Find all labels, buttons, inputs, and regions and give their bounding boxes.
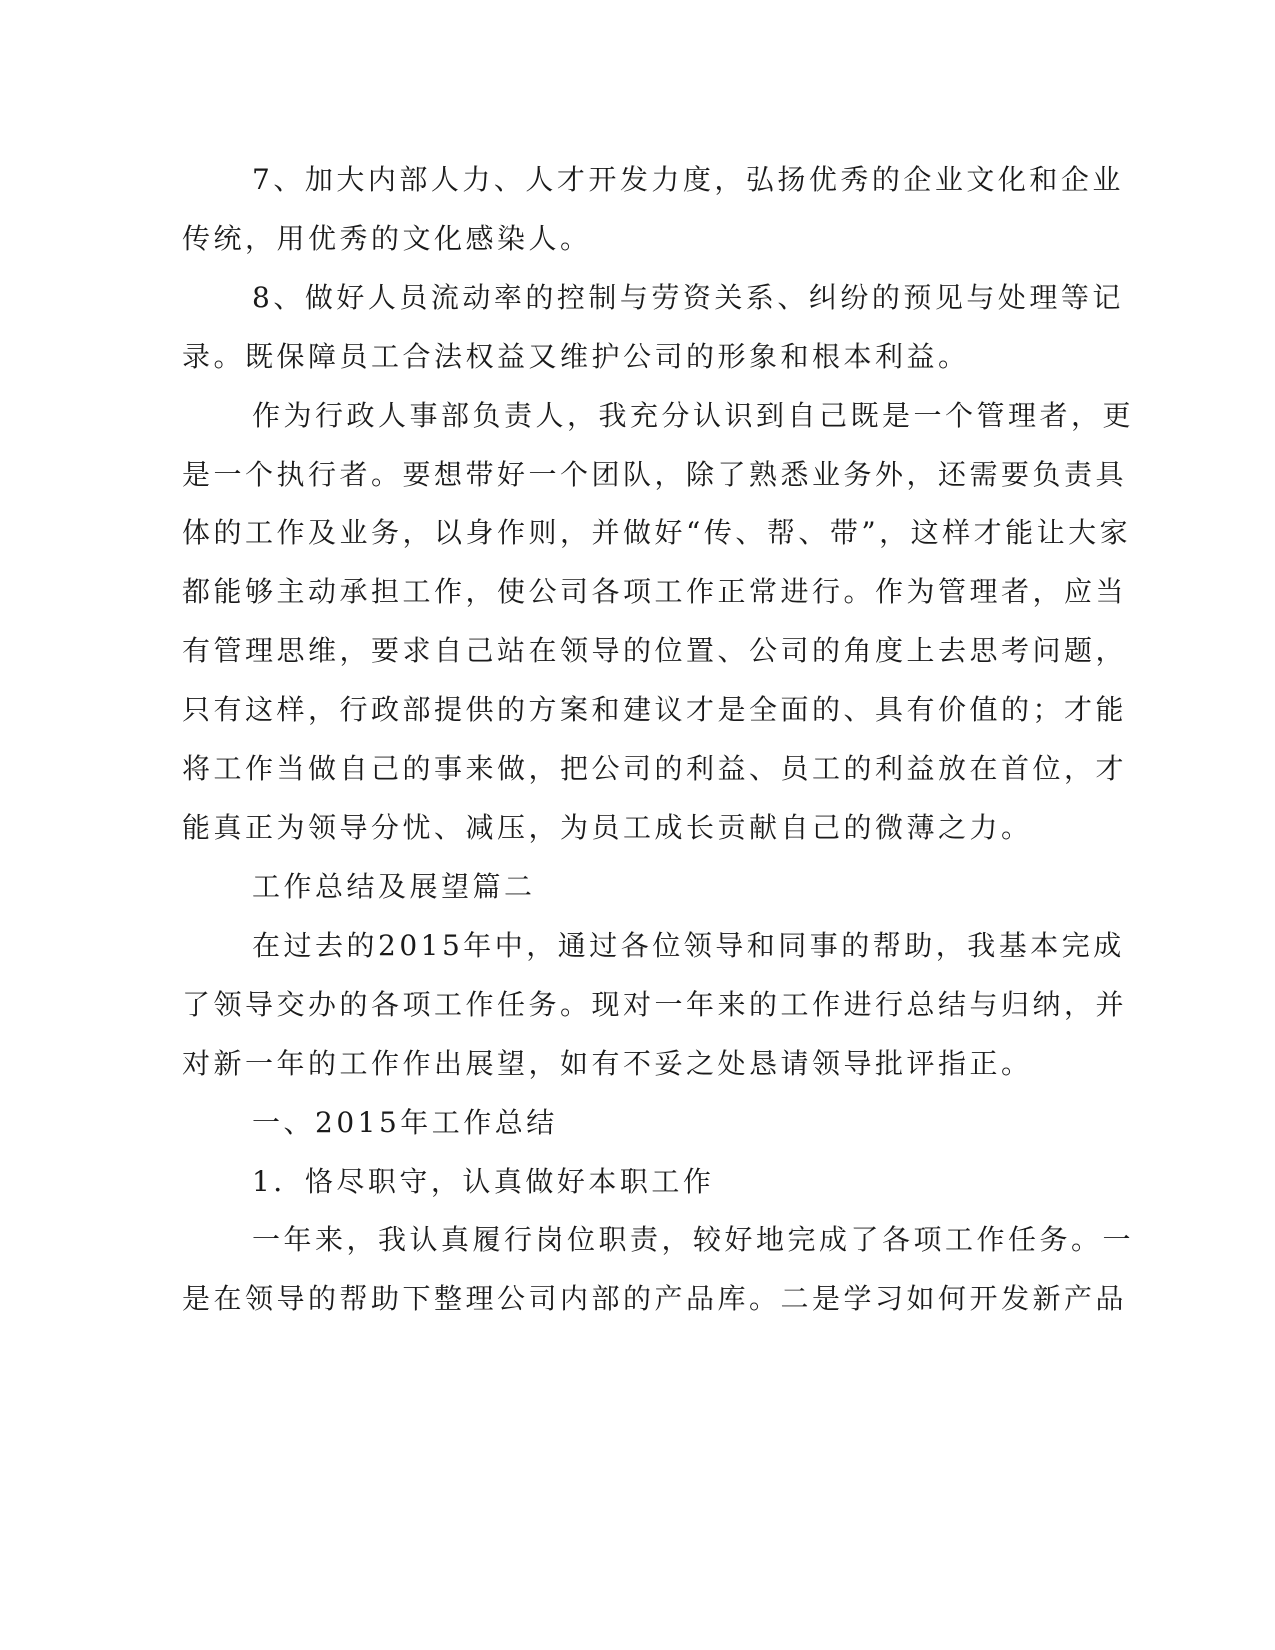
text-line: 都能够主动承担工作，使公司各项工作正常进行。作为管理者，应当 bbox=[182, 575, 1128, 608]
text-line: 只有这样，行政部提供的方案和建议才是全面的、具有价值的；才能 bbox=[182, 693, 1128, 726]
text-line: 是一个执行者。要想带好一个团队，除了熟悉业务外，还需要负责具 bbox=[182, 458, 1128, 491]
section-heading: 一、2015年工作总结 bbox=[252, 1106, 558, 1139]
text-line: 体的工作及业务，以身作则，并做好“传、帮、带”，这样才能让大家 bbox=[182, 516, 1132, 549]
text-line: 能真正为领导分忧、减压，为员工成长贡献自己的微薄之力。 bbox=[182, 811, 1033, 844]
text-line: 了领导交办的各项工作任务。现对一年来的工作进行总结与归纳，并 bbox=[182, 988, 1128, 1021]
text-line: 作为行政人事部负责人，我充分认识到自己既是一个管理者，更 bbox=[252, 399, 1135, 432]
text-line: 在过去的2015年中，通过各位领导和同事的帮助，我基本完成 bbox=[252, 929, 1125, 962]
text-line: 对新一年的工作作出展望，如有不妥之处恳请领导批评指正。 bbox=[182, 1047, 1033, 1080]
text-line: 传统，用优秀的文化感染人。 bbox=[182, 222, 592, 255]
text-line: 有管理思维，要求自己站在领导的位置、公司的角度上去思考问题， bbox=[182, 634, 1128, 667]
section-title: 工作总结及展望篇二 bbox=[252, 870, 536, 903]
text-line: 8、做好人员流动率的控制与劳资关系、纠纷的预见与处理等记 bbox=[252, 281, 1124, 314]
text-line: 是在领导的帮助下整理公司内部的产品库。二是学习如何开发新产品 bbox=[182, 1282, 1128, 1315]
text-line: 7、加大内部人力、人才开发力度，弘扬优秀的企业文化和企业 bbox=[252, 163, 1124, 196]
text-line: 录。既保障员工合法权益又维护公司的形象和根本利益。 bbox=[182, 340, 970, 373]
text-line: 一年来，我认真履行岗位职责，较好地完成了各项工作任务。一 bbox=[252, 1223, 1135, 1256]
subsection-heading: 1．恪尽职守，认真做好本职工作 bbox=[252, 1165, 715, 1198]
text-line: 将工作当做自己的事来做，把公司的利益、员工的利益放在首位，才 bbox=[182, 752, 1128, 785]
